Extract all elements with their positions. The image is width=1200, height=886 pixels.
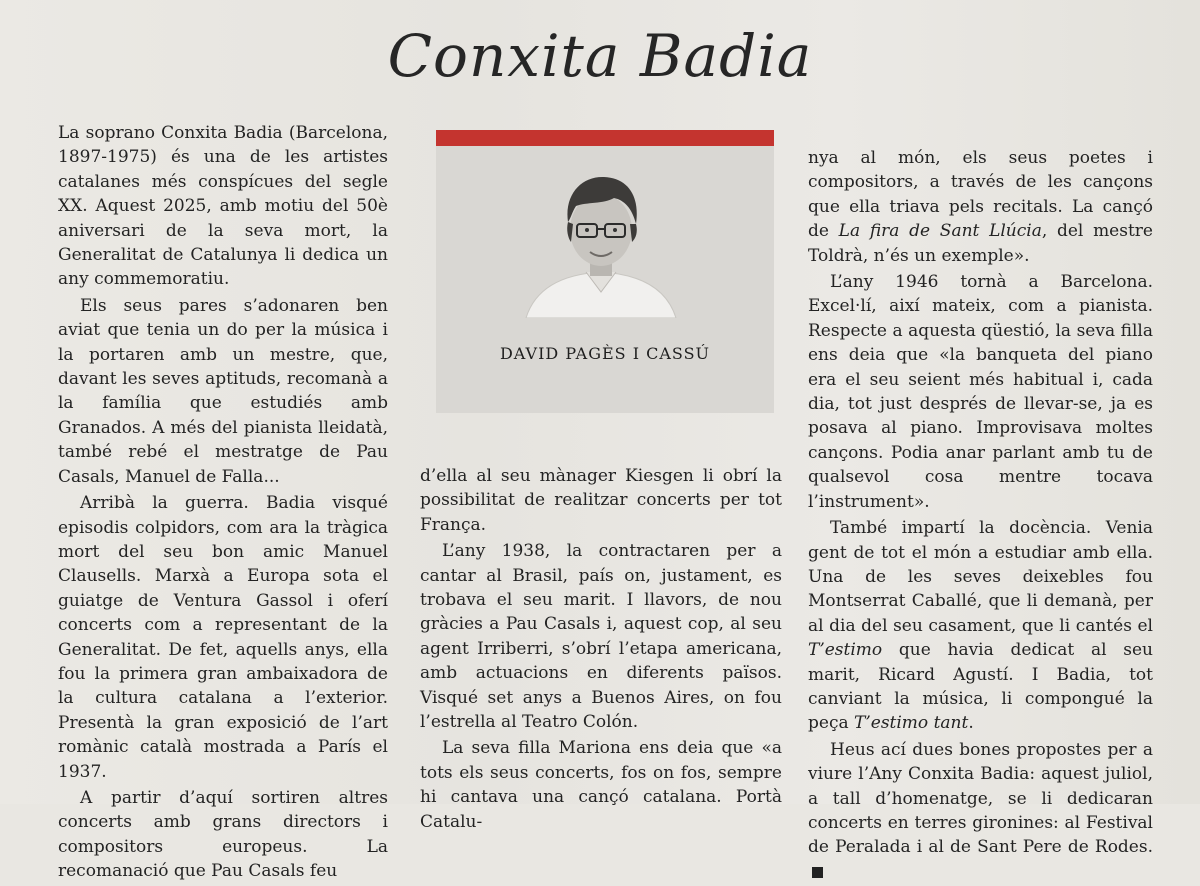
song-title: T’estimo tant	[854, 713, 969, 734]
accent-bar	[436, 130, 774, 146]
text-run: Heus ací dues bones propostes per a viure l’Any Conxita Badia: aquest juliol, a tall d’homenatge, se li dedicaran concerts en terres gironines: al Festival de Peralada i al de Sant Pere de Rodes.	[808, 739, 1153, 858]
paragraph: A partir d’aquí sortiren altres concerts amb grans directors i compositors europeus. La recomanació que Pau Casals feu	[58, 787, 388, 882]
song-title: La fira de Sant Llúcia	[838, 221, 1042, 242]
song-title: T’estimo	[808, 640, 883, 661]
text-run: També impartí la docència. Venia gent de tot el món a estudiar amb ella. Una de les seves deixebles fou Montserrat Caballé, que li demanà, per al dia del seu casament, que li cantés el	[808, 518, 1153, 636]
paragraph: L’any 1938, la contractaren per a cantar al Brasil, país on, justament, es trobava el seu marit. I llavors, de nou gràcies a Pau Casals i, aquest cop, al seu agent Irriberri, s’obrí l’etapa americana, amb actuacions en diferents països. Visqué set anys a Buenos Aires, on fou l’estrella al Teatro Colón.	[420, 541, 782, 733]
article-column-3	[808, 146, 1153, 886]
article-column-2	[420, 464, 782, 836]
paragraph: d’ella al seu mànager Kiesgen li obrí la possibilitat de realitzar concerts per tot França.	[420, 466, 782, 535]
text-run: nya al món, els seus poetes i compositors, a través de les cançons que ella triava pels recitals. La cançó de	[808, 148, 1153, 242]
paragraph	[808, 738, 1153, 884]
article-headline: Conxita Badia	[387, 22, 813, 90]
article-column-1	[58, 121, 388, 886]
text-run: .	[968, 713, 974, 734]
paragraph: La seva filla Mariona ens deia que «a tots els seus concerts, fos on fos, sempre hi cantava una cançó catalana. Portà Catalu-	[420, 738, 782, 832]
paragraph: Arribà la guerra. Badia visqué episodis colpidors, com ara la tràgica mort del seu bon amic Manuel Clausells. Marxà a Europa sota el guiatge de Ventura Gassol i oferí concerts com a representant de la Generalitat. De fet, aquells anys, ella fou la primera gran ambaixadora de la cultura catalana a l’exterior. Presentà la gran exposició de l’art romànic català mostrada a París el 1937.	[58, 493, 388, 782]
author-byline: DAVID PAGÈS I CASSÚ	[499, 344, 711, 363]
paragraph	[808, 146, 1153, 268]
paragraph	[808, 516, 1153, 736]
text-run: que havia dedicat al seu marit, Ricard Agustí. I Badia, tot canviant la música, li compongué la peça	[808, 640, 1153, 734]
text-run: , del mestre Toldrà, n’és un exemple».	[808, 221, 1153, 266]
paragraph: La soprano Conxita Badia (Barcelona, 1897-1975) és una de les artistes catalanes més conspícues del segle XX. Aquest 2025, amb motiu del 50è aniversari de la seva mort, la Generalitat de Catalunya li dedica un any commemoratiu.	[58, 123, 388, 290]
author-photo-box	[436, 130, 774, 413]
end-mark-icon	[812, 867, 823, 878]
paragraph: Els seus pares s’adonaren ben aviat que tenia un do per la música i la portaren amb un mestre, que, davant les seves aptituds, recomanà a la família que estudiés amb Granados. A més del pianista lleidatà, també rebé el mestratge de Pau Casals, Manuel de Falla...	[58, 295, 388, 487]
paragraph: L’any 1946 tornà a Barcelona. Excel·lí, així mateix, com a pianista. Respecte a aquesta qüestió, la seva filla ens deia que «la banqueta del piano era el seu seient més habitual i, cada dia, tot just després de llevar-se, ja es posava al piano. Improvisava moltes cançons. Podia anar parlant amb tu de qualsevol cosa mentre tocava l’instrument».	[808, 272, 1153, 512]
author-portrait	[516, 168, 686, 318]
